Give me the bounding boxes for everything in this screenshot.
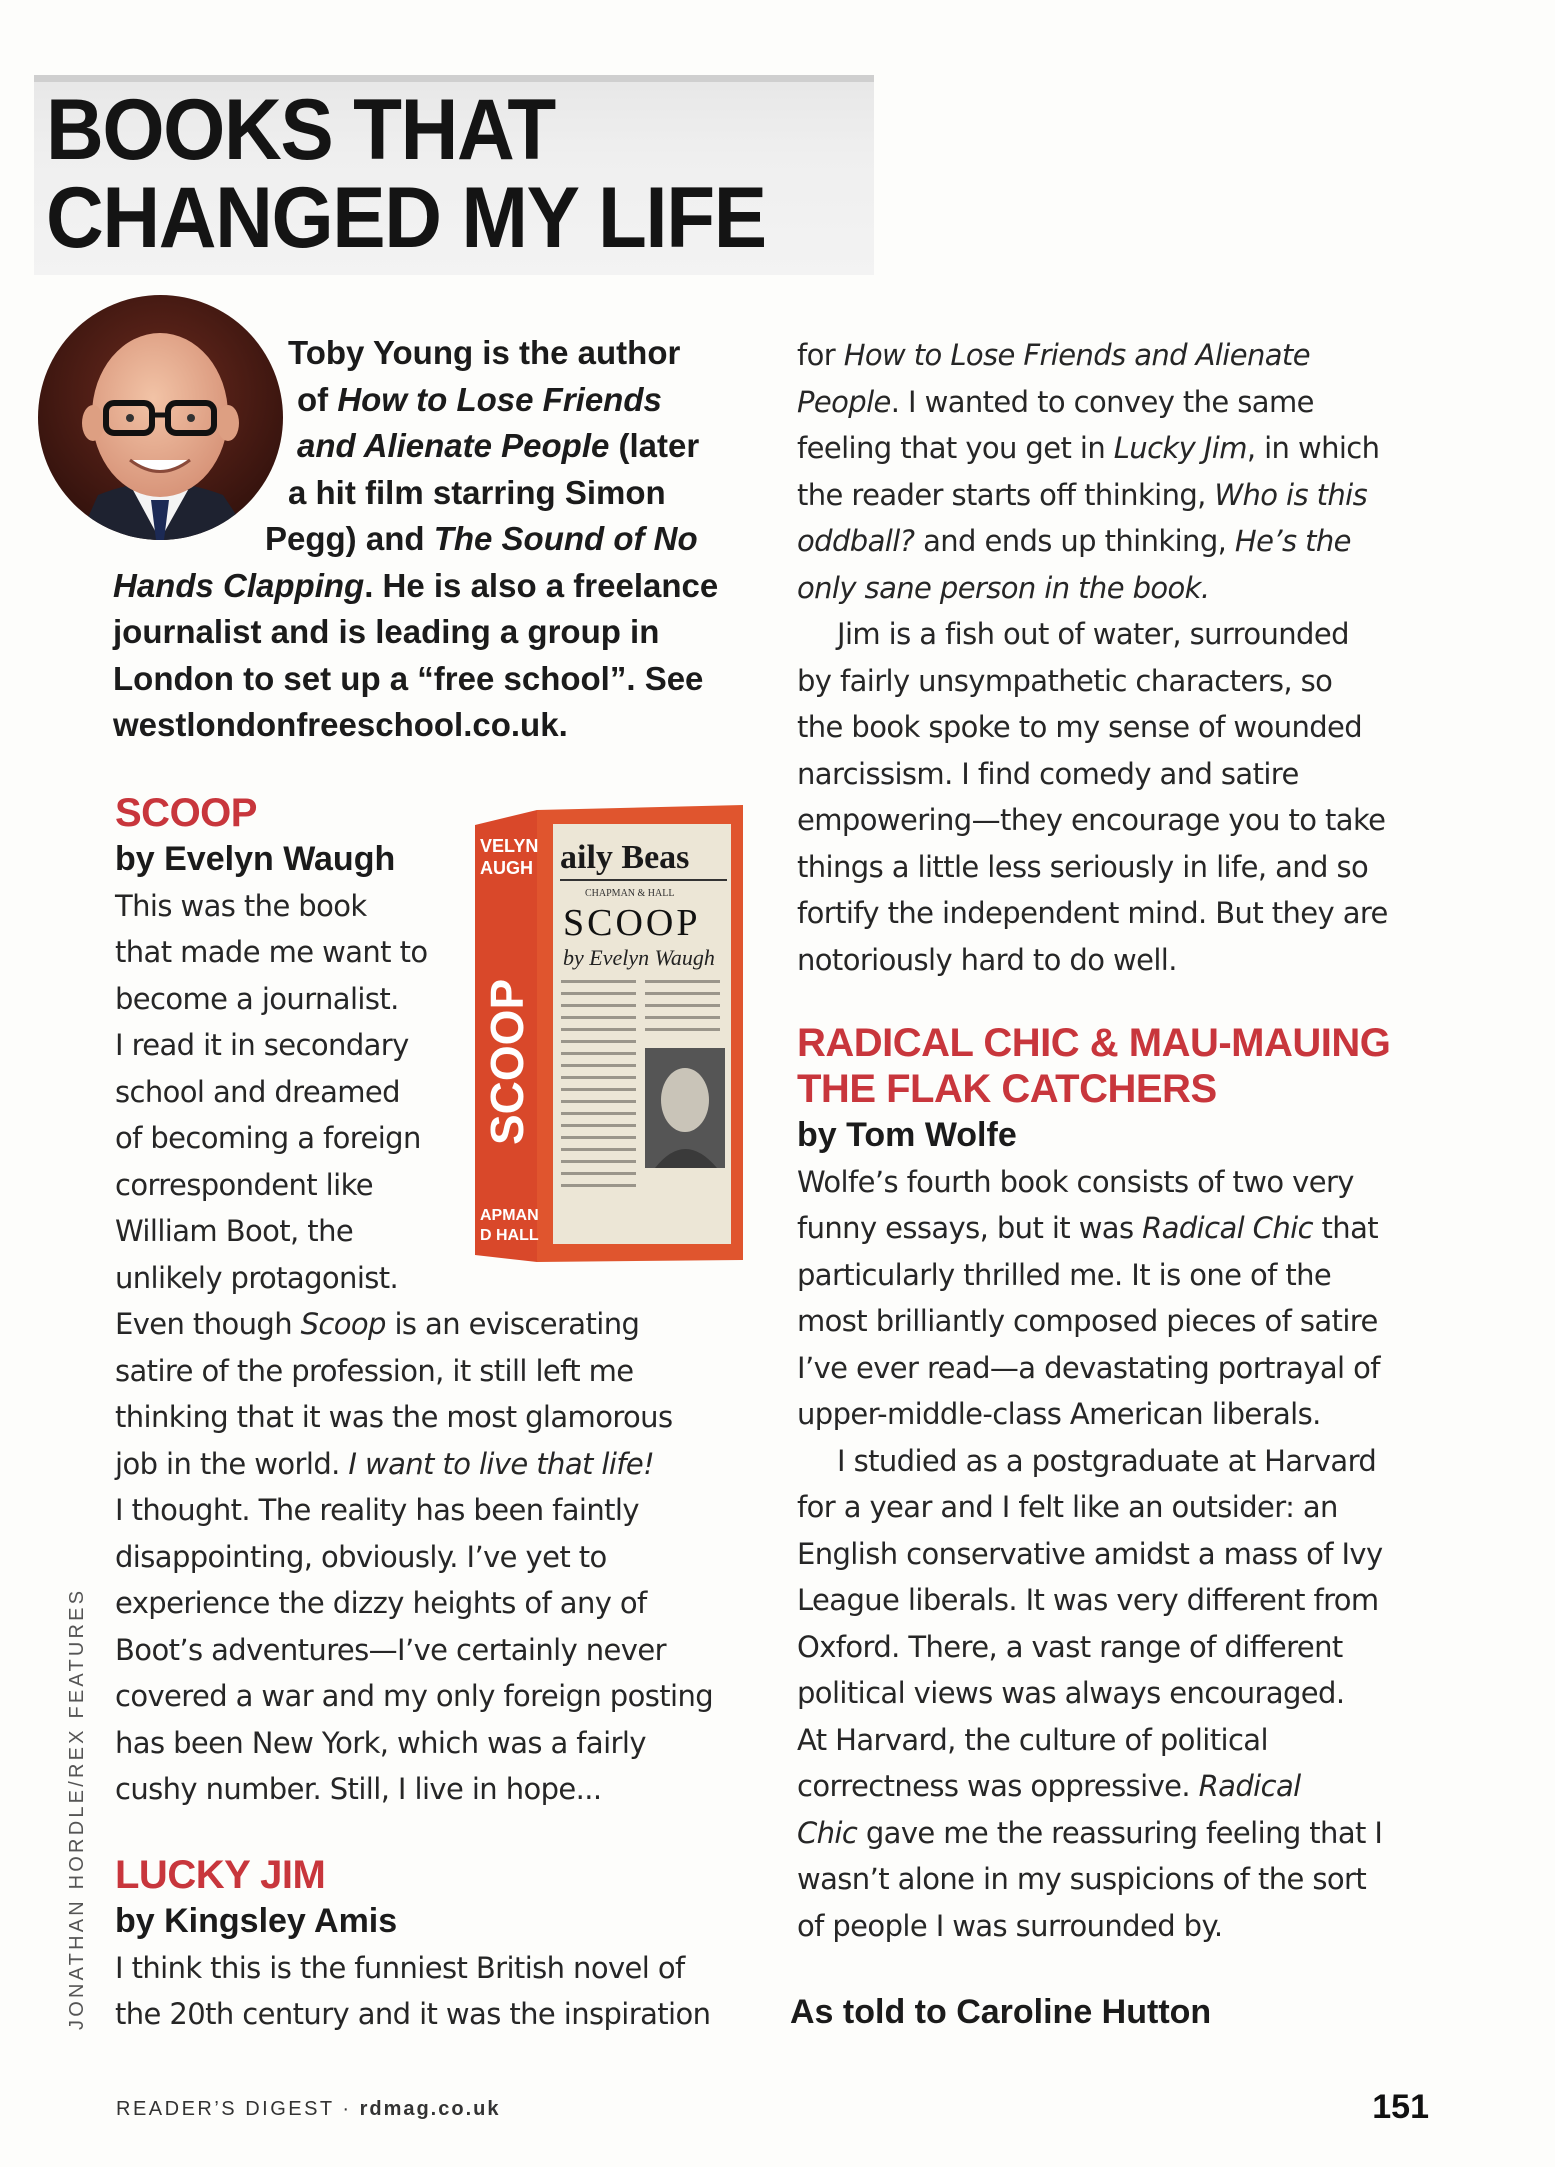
page-title xyxy=(46,82,766,266)
text-line: Wolfe’s fourth book consists of two very xyxy=(797,1164,1354,1199)
text-line: correctness was oppressive. Radical xyxy=(797,1769,1301,1803)
text-line: particularly thrilled me. It is one of the xyxy=(797,1257,1332,1292)
text-line: I studied as a postgraduate at Harvard xyxy=(837,1443,1377,1478)
radical-chic-title-1: RADICAL CHIC & MAU-MAUING xyxy=(797,1021,1391,1065)
text-line: only sane person in the book. xyxy=(797,570,1210,605)
text-line: covered a war and my only foreign posting xyxy=(115,1679,714,1713)
text-line: Boot’s adventures—I’ve certainly never xyxy=(115,1632,666,1667)
text-line: most brilliantly composed pieces of satire xyxy=(797,1304,1378,1338)
intro-line: London to set up a “free school”. See xyxy=(113,659,704,697)
text-line: the 20th century and it was the inspiration xyxy=(115,1997,711,2031)
intro-line[interactable] xyxy=(113,702,753,749)
intro-line: Pegg) and The Sound of No xyxy=(265,520,698,557)
lucky-jim-section xyxy=(115,1852,775,2038)
text-line: funny essays, but it was Radical Chic that xyxy=(797,1211,1379,1245)
intro-line: and Alienate People (later xyxy=(297,427,700,464)
text-line: People. I wanted to convey the same xyxy=(797,384,1314,419)
text-line: William Boot, the xyxy=(115,1214,354,1248)
text-line: Chic gave me the reassuring feeling that I xyxy=(797,1815,1383,1850)
text-line: political views was always encouraged. xyxy=(797,1676,1345,1710)
lucky-jim-title: LUCKY JIM xyxy=(115,1853,326,1897)
text-line: disappointing, obviously. I’ve yet to xyxy=(115,1539,607,1574)
cover-publisher: CHAPMAN & HALL xyxy=(585,888,675,899)
cover-spine-title: SCOOP xyxy=(481,978,533,1145)
cover-spine-author: VELYN xyxy=(480,836,539,856)
cover-spine-publisher: APMAN xyxy=(480,1207,539,1224)
text-line: fortify the independent mind. But they are xyxy=(797,896,1388,930)
title-rule xyxy=(34,75,874,82)
text-line: Even though Scoop is an eviscerating xyxy=(115,1307,640,1341)
text-line: school and dreamed xyxy=(115,1074,400,1109)
intro-line: Hands Clapping. He is also a freelance xyxy=(113,566,719,604)
radical-chic-title-2: THE FLAK CATCHERS xyxy=(797,1067,1217,1111)
text-line: notoriously hard to do well. xyxy=(797,942,1177,977)
website-link[interactable]: westlondonfreeschool.co.uk. xyxy=(113,706,568,743)
cover-masthead: aily Beas xyxy=(560,839,690,876)
text-line: cushy number. Still, I live in hope... xyxy=(115,1772,602,1806)
text-line: by fairly unsympathetic characters, so xyxy=(797,663,1333,698)
intro-line: journalist and is leading a group in xyxy=(113,613,660,650)
cover-spine-author-2: AUGH xyxy=(480,858,533,878)
text-line: for a year and I felt like an outsider: an xyxy=(797,1490,1338,1524)
cover-byline: by Evelyn Waugh xyxy=(563,945,715,970)
scoop-title: SCOOP xyxy=(115,791,257,835)
right-column-continuation xyxy=(797,332,1437,983)
photo-credit: JONATHAN HORDLE/REX FEATURES xyxy=(66,1587,88,2030)
intro-paragraph xyxy=(113,330,753,749)
text-line: of people I was surrounded by. xyxy=(797,1908,1223,1943)
radical-chic-section xyxy=(797,1020,1437,1949)
text-line: wasn’t alone in my suspicions of the sort xyxy=(797,1862,1367,1896)
text-line: narcissism. I find comedy and satire xyxy=(797,756,1299,791)
text-line: things a little less seriously in life, and so xyxy=(797,849,1369,884)
footer-magazine: READER’S DIGEST · xyxy=(116,2098,360,2120)
text-line: At Harvard, the culture of political xyxy=(797,1722,1268,1757)
text-line: the reader starts off thinking, Who is this xyxy=(797,477,1368,512)
lucky-jim-author: by Kingsley Amis xyxy=(115,1902,398,1940)
cover-title: SCOOP xyxy=(563,902,701,944)
sign-off: As told to Caroline Hutton xyxy=(790,1993,1212,2031)
text-line: become a journalist. xyxy=(115,981,399,1016)
title-line-1: BOOKS THAT xyxy=(46,82,555,178)
text-line: correspondent like xyxy=(115,1167,374,1202)
cover-spine-publisher-2: D HALL xyxy=(480,1227,539,1244)
text-line: Oxford. There, a vast range of different xyxy=(797,1629,1343,1664)
radical-chic-author: by Tom Wolfe xyxy=(797,1116,1017,1154)
text-line: I think this is the funniest British novel of xyxy=(115,1950,685,1985)
text-line: job in the world. I want to live that life! xyxy=(115,1446,655,1481)
text-line: Jim is a fish out of water, surrounded xyxy=(837,617,1349,651)
text-line: satire of the profession, it still left me xyxy=(115,1353,634,1388)
footer-site-link[interactable]: rdmag.co.uk xyxy=(359,2098,501,2120)
text-line: thinking that it was the most glamorous xyxy=(115,1400,673,1434)
intro-line: Toby Young is the author xyxy=(288,334,681,371)
text-line: I read it in secondary xyxy=(115,1028,409,1062)
text-line: upper-middle-class American liberals. xyxy=(797,1397,1321,1431)
text-line: of becoming a foreign xyxy=(115,1121,421,1155)
text-line: oddball? and ends up thinking, He’s the xyxy=(797,524,1351,558)
page-number: 151 xyxy=(1372,2088,1429,2126)
text-line: English conservative amidst a mass of Ivy xyxy=(797,1536,1383,1571)
text-line: that made me want to xyxy=(115,935,428,969)
text-line: for How to Lose Friends and Alienate xyxy=(797,338,1310,372)
text-line: experience the dizzy heights of any of xyxy=(115,1586,647,1620)
text-line: I thought. The reality has been faintly xyxy=(115,1493,639,1527)
intro-line: a hit film starring Simon xyxy=(288,473,666,511)
intro-line: of How to Lose Friends xyxy=(297,380,662,418)
text-line: empowering—they encourage you to take xyxy=(797,803,1386,837)
scoop-author: by Evelyn Waugh xyxy=(115,840,396,878)
scoop-book-cover xyxy=(475,800,745,1270)
text-line: has been New York, which was a fairly xyxy=(115,1725,646,1760)
title-line-2: CHANGED MY LIFE xyxy=(46,170,766,266)
text-line: League liberals. It was very different from xyxy=(797,1583,1379,1617)
text-line: I’ve ever read—a devastating portrayal of xyxy=(797,1350,1380,1385)
footer xyxy=(116,2098,500,2121)
text-line: the book spoke to my sense of wounded xyxy=(797,710,1363,744)
text-line: unlikely protagonist. xyxy=(115,1260,399,1295)
text-line: feeling that you get in Lucky Jim, in which xyxy=(797,431,1380,465)
text-line: This was the book xyxy=(115,888,367,923)
